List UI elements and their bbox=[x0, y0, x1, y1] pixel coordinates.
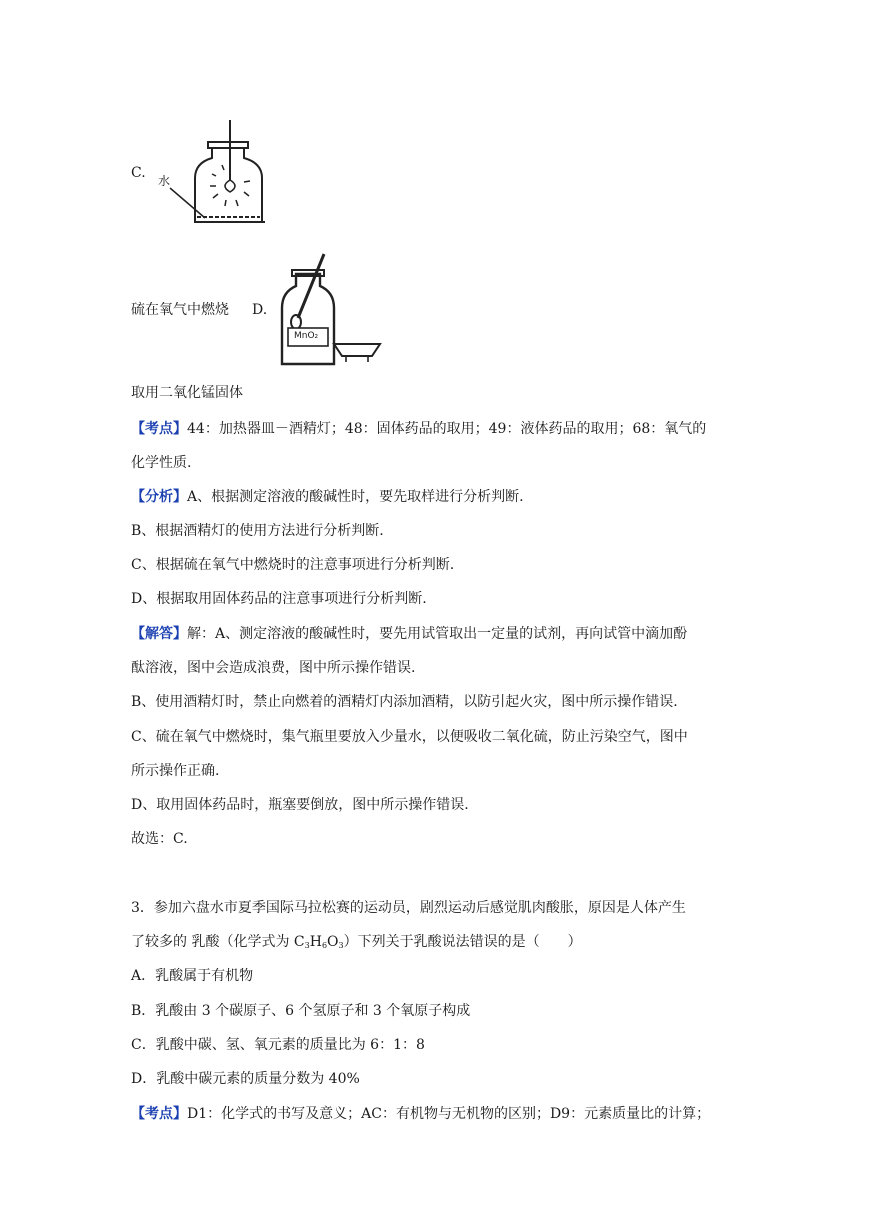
sub-c: 3 bbox=[304, 941, 310, 950]
jieda-b: B、使用酒精灯时，禁止向燃着的酒精灯内添加酒精，以防引起火灾，图中所示操作错误. bbox=[131, 694, 678, 710]
jieda-c: C、硫在氧气中燃烧时，集气瓶里要放入少量水，以便吸收二氧化硫，防止污染空气，图中 bbox=[131, 729, 688, 745]
q2-fenxi bbox=[131, 487, 524, 507]
fenxi-tag: 【分析】 bbox=[131, 489, 187, 505]
fenxi-d: D、根据取用固体药品的注意事项进行分析判断. bbox=[131, 591, 427, 607]
q2-kaodian-cont: 化学性质. bbox=[131, 455, 192, 471]
kaodian-tag: 【考点】 bbox=[131, 421, 187, 437]
mno2-figure bbox=[274, 248, 384, 368]
option-d-caption: 取用二氧化锰固体 bbox=[131, 385, 243, 401]
kaodian-text: D1：化学式的书写及意义；AC：有机物与无机物的区别；D9：元素质量比的计算； bbox=[187, 1106, 711, 1122]
kaodian-text: 44：加热器皿－酒精灯；48：固体药品的取用；49：液体药品的取用；68：氧气的 bbox=[187, 421, 707, 437]
q3-option-d: D．乳酸中碳元素的质量分数为 40% bbox=[131, 1071, 360, 1087]
fenxi-text: A、根据测定溶液的酸碱性时，要先取样进行分析判断. bbox=[187, 489, 524, 505]
sub-h: 6 bbox=[321, 941, 328, 950]
q2-kaodian bbox=[131, 419, 706, 439]
sub-o: 3 bbox=[338, 941, 344, 950]
stem-part: 了较多的 乳酸（化学式为 C bbox=[131, 934, 305, 950]
option-c-caption: 硫在氧气中燃烧 bbox=[131, 302, 229, 318]
q3-option-a: A．乳酸属于有机物 bbox=[131, 968, 254, 984]
option-d-label: D. bbox=[252, 302, 268, 318]
q2-jieda bbox=[131, 624, 687, 644]
fenxi-c: C、根据硫在氧气中燃烧时的注意事项进行分析判断. bbox=[131, 557, 455, 573]
reagent-bottle-illustration bbox=[274, 248, 384, 368]
jieda-c-cont: 所示操作正确. bbox=[131, 763, 220, 779]
q3-option-c: C．乳酸中碳、氢、氧元素的质量比为 6：1：8 bbox=[131, 1037, 425, 1053]
jieda-text: 解：A、测定溶液的酸碱性时，要先用试管取出一定量的试剂，再向试管中滴加酚 bbox=[187, 626, 688, 642]
sulfur-combustion-figure bbox=[150, 118, 265, 230]
bottle-label: MnO₂ bbox=[294, 331, 319, 341]
fenxi-b: B、根据酒精灯的使用方法进行分析判断. bbox=[131, 523, 384, 539]
water-label: 水 bbox=[158, 174, 171, 188]
stem-part: H bbox=[309, 934, 322, 950]
stem-part: O bbox=[327, 934, 339, 950]
jieda-text-cont: 酞溶液，图中会造成浪费，图中所示操作错误. bbox=[131, 660, 416, 676]
jieda-d: D、取用固体药品时，瓶塞要倒放，图中所示操作错误. bbox=[131, 797, 469, 813]
answer: 故选：C. bbox=[131, 831, 188, 847]
q3-stem: 3．参加六盘水市夏季国际马拉松赛的运动员，剧烈运动后感觉肌肉酸胀，原因是人体产生 bbox=[131, 900, 686, 916]
q3-kaodian bbox=[131, 1104, 710, 1124]
q3-stem-cont bbox=[131, 932, 582, 956]
kaodian-tag: 【考点】 bbox=[131, 1106, 187, 1122]
option-c-label: C. bbox=[131, 165, 146, 181]
stem-part: ）下列关于乳酸说法错误的是（ ） bbox=[343, 934, 582, 950]
q3-option-b: B．乳酸由 3 个碳原子、6 个氢原子和 3 个氧原子构成 bbox=[131, 1003, 471, 1019]
jieda-tag: 【解答】 bbox=[131, 626, 187, 642]
